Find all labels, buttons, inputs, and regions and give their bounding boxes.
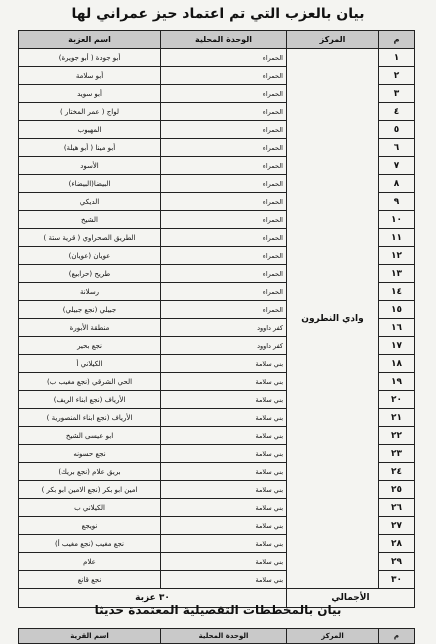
row-local-unit: الحمراء — [161, 139, 287, 157]
row-local-unit: بني سلامة — [161, 391, 287, 409]
row-ezba-name: نجع قانع — [19, 571, 161, 589]
row-local-unit: الحمراء — [161, 229, 287, 247]
row-number: ١٨ — [379, 355, 415, 373]
row-local-unit: بني سلامة — [161, 553, 287, 571]
row-local-unit: بني سلامة — [161, 427, 287, 445]
header-ezba-name: اسم العزبة — [19, 31, 161, 49]
section-subtitle: بيان بالمخططات التفصيلية المعتمدة حديثا — [94, 603, 342, 617]
row-number: ٢١ — [379, 409, 415, 427]
row-ezba-name: الطريق الصحراوي ( قرية ستة ) — [19, 229, 161, 247]
row-local-unit: الحمراء — [161, 49, 287, 67]
row-local-unit: الحمراء — [161, 157, 287, 175]
row-local-unit: كفر داوود — [161, 337, 287, 355]
row-local-unit: الحمراء — [161, 283, 287, 301]
row-number: ٥ — [379, 121, 415, 139]
row-local-unit: الحمراء — [161, 247, 287, 265]
row-ezba-name: الحي الشرقي (نجع مغيب ب) — [19, 373, 161, 391]
row-local-unit: بني سلامة — [161, 481, 287, 499]
row-local-unit: الحمراء — [161, 103, 287, 121]
row-ezba-name: أبو سلامة — [19, 67, 161, 85]
row-local-unit: بني سلامة — [161, 535, 287, 553]
row-ezba-name: لواج ( عمر المختار ) — [19, 103, 161, 121]
row-number: ١٦ — [379, 319, 415, 337]
row-local-unit: الحمراء — [161, 211, 287, 229]
row-ezba-name: علام — [19, 553, 161, 571]
row-number: ٤ — [379, 103, 415, 121]
row-ezba-name: نجع بحير — [19, 337, 161, 355]
row-ezba-name: أبو جودة ( أبو جويرة) — [19, 49, 161, 67]
plans-table — [18, 628, 415, 644]
header-local-unit: الوحدة المحلية — [161, 31, 287, 49]
plans-header-row — [19, 629, 415, 644]
row-ezba-name: الكيلاني ب — [19, 499, 161, 517]
row-number: ١٤ — [379, 283, 415, 301]
row-number: ٢٧ — [379, 517, 415, 535]
row-ezba-name: امين ابو بكر (نجع الامين ابو بكر ) — [19, 481, 161, 499]
row-local-unit: الحمراء — [161, 301, 287, 319]
row-number: ١٠ — [379, 211, 415, 229]
row-number: ٢ — [379, 67, 415, 85]
row-number: ٢٣ — [379, 445, 415, 463]
row-local-unit: بني سلامة — [161, 373, 287, 391]
row-ezba-name: رسلانة — [19, 283, 161, 301]
ezba-table — [18, 30, 415, 608]
center-name-cell: وادي النطرون — [287, 49, 379, 589]
row-number: ١٩ — [379, 373, 415, 391]
row-number: ٢٠ — [379, 391, 415, 409]
header-center: المركز — [287, 31, 379, 49]
row-number: ٢٩ — [379, 553, 415, 571]
row-ezba-name: أبو مينا ( أبو هيلة) — [19, 139, 161, 157]
row-number: ٢٤ — [379, 463, 415, 481]
row-number: ١٧ — [379, 337, 415, 355]
row-local-unit: بني سلامة — [161, 463, 287, 481]
header-number: م — [379, 31, 415, 49]
row-local-unit: الحمراء — [161, 67, 287, 85]
row-ezba-name: نجع مغيب (نجع مغيب أ) — [19, 535, 161, 553]
row-ezba-name: ابو عيسى الشيخ — [19, 427, 161, 445]
row-local-unit: الحمراء — [161, 193, 287, 211]
row-local-unit: بني سلامة — [161, 571, 287, 589]
row-local-unit: الحمراء — [161, 265, 287, 283]
row-number: ١٥ — [379, 301, 415, 319]
row-local-unit: بني سلامة — [161, 355, 287, 373]
plans-header-local-unit: الوحدة المحلية — [161, 629, 287, 644]
row-number: ٣٠ — [379, 571, 415, 589]
row-number: ٢٥ — [379, 481, 415, 499]
row-number: ٢٨ — [379, 535, 415, 553]
row-local-unit: بني سلامة — [161, 499, 287, 517]
table-header-row — [19, 31, 415, 49]
plans-header-center: المركز — [287, 629, 379, 644]
document-title: بيان بالعزب التي تم اعتماد حيز عمراني لها — [71, 6, 365, 22]
row-ezba-name: الكيلاني أ — [19, 355, 161, 373]
row-local-unit: الحمراء — [161, 121, 287, 139]
row-number: ١١ — [379, 229, 415, 247]
total-label: الأجمالي — [287, 589, 415, 608]
row-ezba-name: نجع حسونه — [19, 445, 161, 463]
row-local-unit: بني سلامة — [161, 445, 287, 463]
row-ezba-name: الشيخ — [19, 211, 161, 229]
row-ezba-name: أبو سويد — [19, 85, 161, 103]
table-row — [19, 49, 415, 67]
row-number: ٢٢ — [379, 427, 415, 445]
row-ezba-name: المهيوب — [19, 121, 161, 139]
row-ezba-name: الأرياف (نجع ابناء المنصورية ) — [19, 409, 161, 427]
row-ezba-name: بريق علام (نجع بريك) — [19, 463, 161, 481]
row-local-unit: كفر داوود — [161, 319, 287, 337]
row-ezba-name: نويجع — [19, 517, 161, 535]
row-number: ١ — [379, 49, 415, 67]
row-number: ٨ — [379, 175, 415, 193]
row-local-unit: الحمراء — [161, 85, 287, 103]
row-local-unit: بني سلامة — [161, 517, 287, 535]
total-value: ٣٠ عزبة — [19, 589, 287, 608]
row-ezba-name: منطقة الأبورة — [19, 319, 161, 337]
row-ezba-name: جبيلي (نجع جبيلي) — [19, 301, 161, 319]
row-number: ٦ — [379, 139, 415, 157]
row-ezba-name: البيضا(البيضاء) — [19, 175, 161, 193]
row-ezba-name: الأسود — [19, 157, 161, 175]
row-local-unit: بني سلامة — [161, 409, 287, 427]
row-number: ٣ — [379, 85, 415, 103]
row-number: ١٣ — [379, 265, 415, 283]
row-number: ٧ — [379, 157, 415, 175]
row-ezba-name: طريح (حرابيع) — [19, 265, 161, 283]
row-number: ١٢ — [379, 247, 415, 265]
row-local-unit: الحمراء — [161, 175, 287, 193]
plans-header-village: اسم القرية — [19, 629, 161, 644]
row-number: ٢٦ — [379, 499, 415, 517]
row-ezba-name: عويان (عويان) — [19, 247, 161, 265]
row-number: ٩ — [379, 193, 415, 211]
table-body — [19, 49, 415, 589]
row-ezba-name: الأرياف (نجع ابناء الريف) — [19, 391, 161, 409]
row-ezba-name: الديكي — [19, 193, 161, 211]
plans-header-number: م — [379, 629, 415, 644]
